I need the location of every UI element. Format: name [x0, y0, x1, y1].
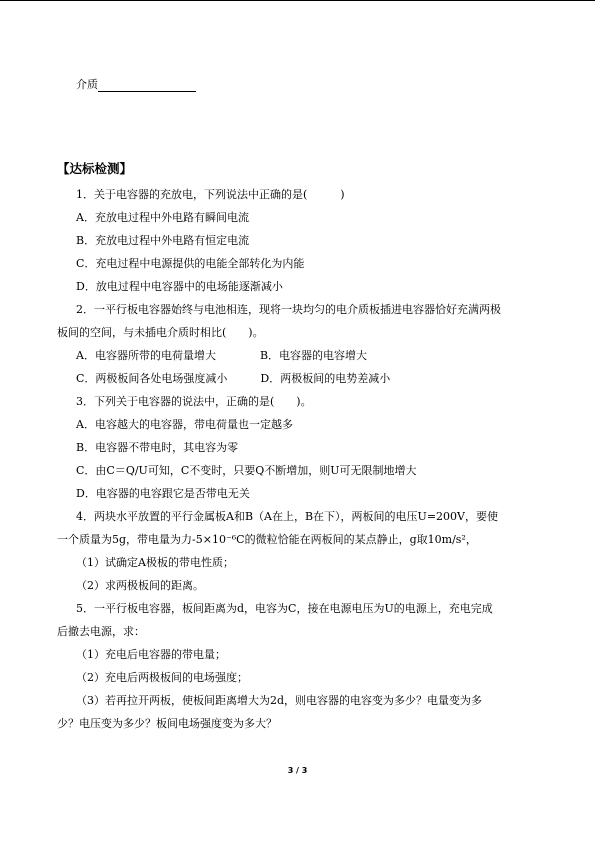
question-3-stem: 3．下列关于电容器的说法中，正确的是( )。 [76, 395, 312, 408]
question-1-option-c: C．充电过程中电源提供的电能全部转化为内能 [76, 257, 305, 270]
medium-fill-in-line [76, 78, 196, 92]
question-1-option-a: A．充放电过程中外电路有瞬间电流 [76, 211, 249, 224]
page-top-border [0, 0, 595, 1]
question-4-part-1: （1）试确定A极板的带电性质； [76, 556, 234, 569]
medium-answer-blank[interactable] [98, 80, 196, 92]
question-5-stem: 5．一平行板电容器，板间距离为d，电容为C，接在电源电压为U的电源上，充电完成 [76, 602, 493, 615]
question-5-part-3-continued: 少？电压变为多少？板间电场强度变为多大？ [57, 717, 277, 730]
section-title: 【达标检测】 [57, 161, 133, 176]
question-2-options-ab: A．电容器所带的电荷量增大 B．电容器的电容增大 [76, 349, 368, 362]
question-5-part-3: （3）若再拉开两板，使板间距离增大为2d，则电容器的电容变为多少？电量变为多 [76, 694, 483, 707]
question-3-option-d: D．电容器的电容跟它是否带电无关 [76, 487, 250, 500]
question-3-option-b: B．电容器不带电时，其电容为零 [76, 441, 239, 454]
question-5-stem-continued: 后撤去电源，求： [57, 625, 145, 638]
question-4-stem-continued: 一个质量为5g，带电量为力-5×10⁻⁶C的微粒恰能在两板间的某点静止，g取10m/s²， [57, 533, 477, 546]
question-4-part-2: （2）求两极板间的距离。 [76, 579, 204, 592]
question-3-option-c: C．由C＝Q/U可知，C不变时，只要Q不断增加，则U可无限制地增大 [76, 464, 417, 477]
question-2-stem: 2．一平行板电容器始终与电池相连，现将一块均匀的电介质板插进电容器恰好充满两极 [76, 303, 501, 316]
medium-label: 介质 [76, 78, 98, 91]
question-1-option-d: D．放电过程中电容器中的电场能逐渐减小 [76, 280, 283, 293]
page-number: 3 / 3 [287, 766, 308, 775]
question-2-options-cd: C．两极板间各处电场强度减小 D．两极板间的电势差减小 [76, 372, 391, 385]
question-3-option-a: A．电容越大的电容器，带电荷量也一定越多 [76, 418, 293, 431]
question-5-part-2: （2）充电后两极板间的电场强度； [76, 671, 248, 684]
question-1-stem: 1．关于电容器的充放电，下列说法中正确的是( ) [76, 188, 345, 201]
question-1-option-b: B．充放电过程中外电路有恒定电流 [76, 234, 250, 247]
question-4-stem: 4．两块水平放置的平行金属板A和B（A在上，B在下），两板间的电压U=200V，要使 [76, 510, 498, 523]
question-2-stem-continued: 板间的空间，与未插电介质时相比( )。 [57, 326, 264, 339]
question-5-part-1: （1）充电后电容器的带电量； [76, 648, 226, 661]
